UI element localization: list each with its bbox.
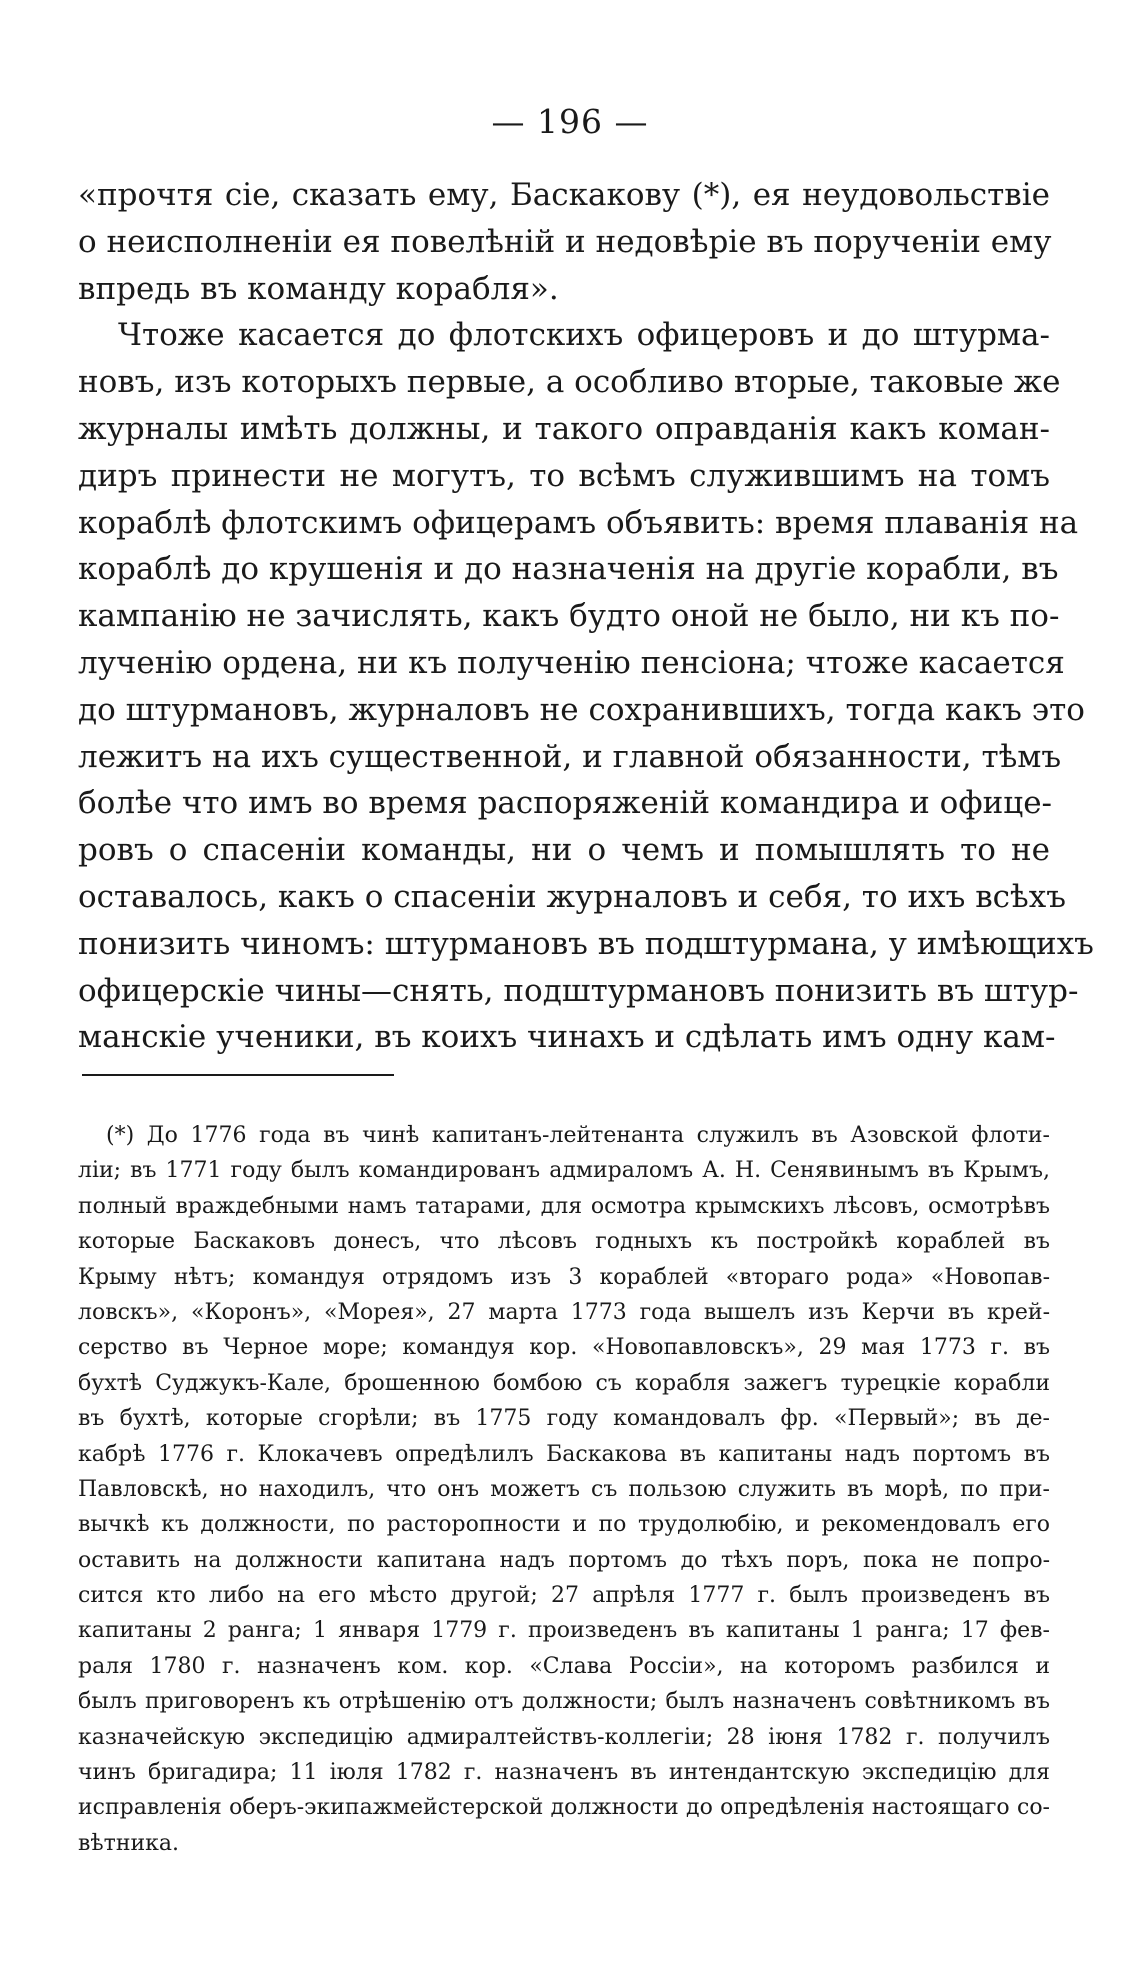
footnote-line: которые Баскаковъ донесъ, что лѣсовъ годныхъ къ постройкѣ кораблей въ bbox=[78, 1229, 1050, 1255]
footnote-line: ловскъ», «Коронъ», «Морея», 27 марта 1773 года вышелъ изъ Керчи въ крей- bbox=[78, 1299, 1050, 1325]
footnote-line: въ бухтѣ, которые сгорѣли; въ 1775 году командовалъ фр. «Первый»; въ де- bbox=[78, 1406, 1050, 1432]
text-line: оставалось, какъ о спасеніи журналовъ и себя, то ихъ всѣхъ bbox=[78, 878, 1066, 915]
text-line: лежитъ на ихъ существенной, и главной обязанности, тѣмъ bbox=[78, 738, 1062, 775]
footnote-line: раля 1780 г. назначенъ ком. кор. «Слава Россіи», на которомъ разбился и bbox=[78, 1653, 1050, 1679]
main-text bbox=[78, 172, 1094, 1061]
text-line: о неисполненіи ея повелѣній и недовѣріе въ порученіи ему bbox=[78, 223, 1052, 260]
text-line: кампанію не зачислять, какъ будто оной не было, ни къ по- bbox=[78, 598, 1060, 635]
text-line: новъ, изъ которыхъ первые, а особливо вторые, таковые же bbox=[78, 364, 1061, 401]
footnote-line: былъ приговоренъ къ отрѣшенію отъ должности; былъ назначенъ совѣтникомъ въ bbox=[78, 1689, 1050, 1715]
footnote-line: серство въ Черное море; командуя кор. «Новопавловскъ», 29 мая 1773 г. въ bbox=[78, 1335, 1050, 1361]
footnote-line: вѣтника. bbox=[78, 1830, 180, 1856]
text-line: манскіе ученики, въ коихъ чинахъ и сдѣлать имъ одну кам- bbox=[78, 1019, 1056, 1056]
text-line: Чтоже касается до флотскихъ офицеровъ и до штурма- bbox=[118, 317, 1050, 354]
text-line: понизить чиномъ: штурмановъ въ подштурмана, у имѣющихъ bbox=[78, 925, 1094, 962]
text-line: впредь въ команду корабля». bbox=[78, 270, 559, 307]
footnote-line: Крыму нѣтъ; командуя отрядомъ изъ 3 кораблей «втораго рода» «Новопав- bbox=[78, 1264, 1050, 1290]
footnote-line: (*) До 1776 года въ чинѣ капитанъ-лейтенанта служилъ въ Азовской флоти- bbox=[106, 1123, 1050, 1148]
footnote-line: вычкѣ къ должности, по расторопности и по трудолюбію, и рекомендовалъ его bbox=[78, 1512, 1050, 1538]
footnote-line: оставить на должности капитана надъ портомъ до тѣхъ поръ, пока не попро- bbox=[78, 1547, 1050, 1573]
text-line: кораблѣ флотскимъ офицерамъ объявить: время плаванія на bbox=[78, 504, 1079, 541]
text-line: журналы имѣть должны, и такого оправданія какъ коман- bbox=[78, 410, 1050, 447]
footnote-line: исправленія оберъ-экипажмейстерской должности до опредѣленія настоящаго со- bbox=[78, 1795, 1050, 1821]
footnote-line: капитаны 2 ранга; 1 января 1779 г. произведенъ въ капитаны 1 ранга; 17 фев- bbox=[78, 1618, 1050, 1644]
text-line: офицерскіе чины—снять, подштурмановъ понизить въ штур- bbox=[78, 972, 1079, 1009]
text-line: лученію ордена, ни къ полученію пенсіона; чтоже касается bbox=[78, 644, 1065, 681]
footnote-divider bbox=[82, 1074, 394, 1076]
footnote-line: полный враждебными намъ татарами, для осмотра крымскихъ лѣсовъ, осмотрѣвъ bbox=[78, 1193, 1050, 1219]
footnote-line: сится кто либо на его мѣсто другой; 27 апрѣля 1777 г. былъ произведенъ въ bbox=[78, 1583, 1050, 1609]
text-line: диръ принести не могутъ, то всѣмъ служившимъ на томъ bbox=[78, 457, 1050, 494]
footnote-line: кабрѣ 1776 г. Клокачевъ опредѣлилъ Баскакова въ капитаны надъ портомъ въ bbox=[78, 1441, 1050, 1467]
text-line: кораблѣ до крушенія и до назначенія на другіе корабли, въ bbox=[78, 551, 1059, 588]
text-line: болѣе что имъ во время распоряженій командира и офице- bbox=[78, 785, 1053, 822]
footnote-line: казначейскую экспедицію адмиралтействъ-коллегіи; 28 іюня 1782 г. получилъ bbox=[78, 1724, 1050, 1750]
page-number: — 196 — bbox=[491, 102, 649, 141]
text-line: ровъ о спасеніи команды, ни о чемъ и помышлять то не bbox=[78, 832, 1050, 869]
footnote-line: бухтѣ Суджукъ-Кале, брошенною бомбою съ корабля зажегъ турецкіе корабли bbox=[78, 1370, 1050, 1396]
text-line: «прочтя сіе, сказать ему, Баскакову (*), ея неудовольствіе bbox=[78, 177, 1050, 213]
footnote-line: Павловскѣ, но находилъ, что онъ можетъ съ пользою служить въ морѣ, по при- bbox=[78, 1476, 1050, 1502]
footnote-line: ліи; въ 1771 году былъ командированъ адмираломъ А. Н. Сенявинымъ въ Крымъ, bbox=[78, 1158, 1050, 1184]
footnote-line: чинъ бригадира; 11 іюля 1782 г. назначенъ въ интендантскую экспедицію для bbox=[78, 1760, 1050, 1786]
footnote bbox=[78, 1118, 1050, 1861]
text-line: до штурмановъ, журналовъ не сохранившихъ, тогда какъ это bbox=[78, 691, 1085, 728]
